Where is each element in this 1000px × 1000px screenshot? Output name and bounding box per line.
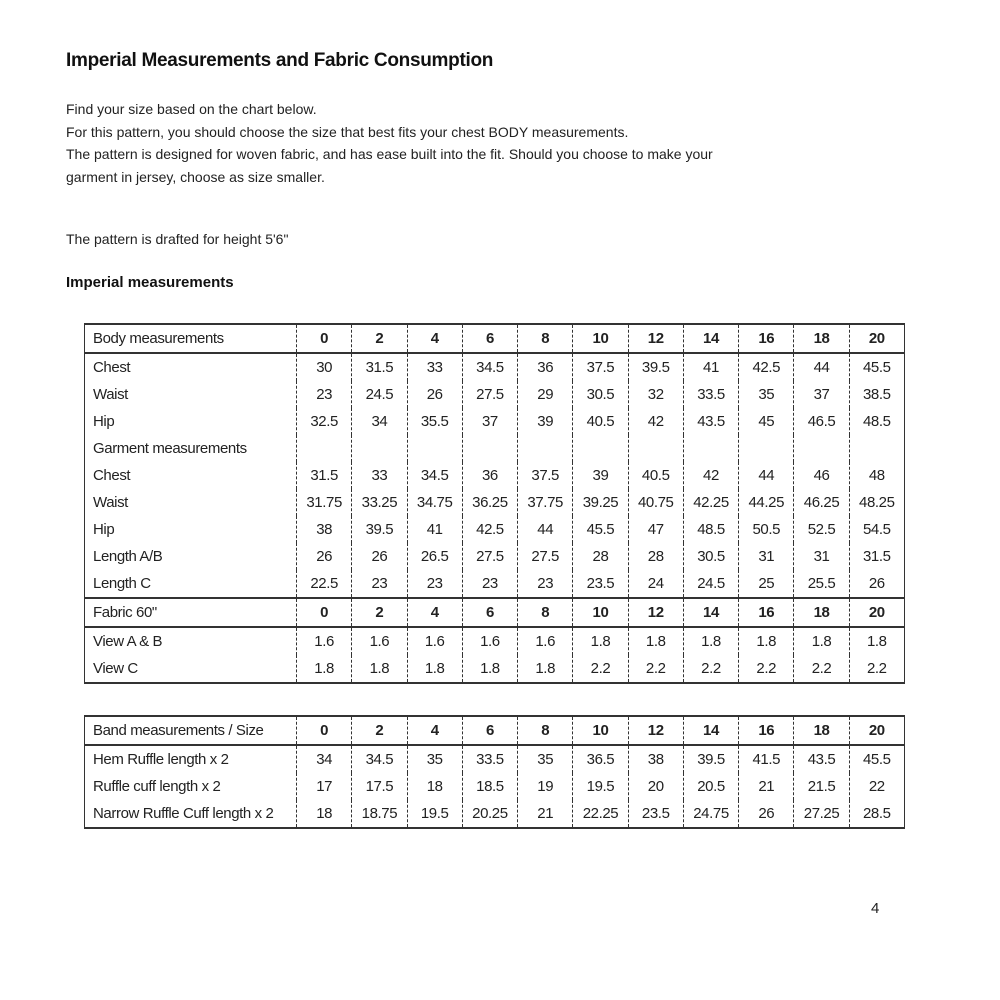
table-cell: 20	[628, 773, 683, 800]
table-row	[85, 543, 905, 570]
table-cell: 32	[628, 381, 683, 408]
table-cell: 27.25	[794, 800, 849, 828]
table-cell: 1.6	[297, 627, 352, 655]
table-row	[85, 408, 905, 435]
table-cell: 30.5	[683, 543, 738, 570]
table-cell: 31	[794, 543, 849, 570]
table-cell: 1.8	[739, 627, 794, 655]
table-cell: 31.5	[849, 543, 904, 570]
table-cell: 28	[628, 543, 683, 570]
table-cell: 8	[518, 324, 573, 353]
row-label: Length C	[85, 570, 297, 598]
table-cell: 34.5	[462, 353, 517, 381]
table-cell: 41	[407, 516, 462, 543]
table-cell: 22.5	[297, 570, 352, 598]
table-cell: 45.5	[573, 516, 628, 543]
table-cell: 33	[407, 353, 462, 381]
table-cell: 14	[683, 716, 738, 745]
table-cell: 36	[518, 353, 573, 381]
table-cell: 28.5	[849, 800, 904, 828]
table-cell: 31	[739, 543, 794, 570]
row-label: Garment measurements	[85, 435, 297, 462]
table-cell: 1.6	[407, 627, 462, 655]
table-cell: 19.5	[573, 773, 628, 800]
table-cell: 20.25	[462, 800, 517, 828]
table-row	[85, 655, 905, 683]
table-cell: 0	[297, 598, 352, 627]
table-cell: 42	[628, 408, 683, 435]
section-subtitle: Imperial measurements	[66, 274, 234, 291]
table-cell: 23	[407, 570, 462, 598]
table-cell: 4	[407, 598, 462, 627]
table-cell: 19	[518, 773, 573, 800]
table-cell	[739, 435, 794, 462]
table-cell: 37	[462, 408, 517, 435]
table-cell: 16	[739, 324, 794, 353]
table-cell: 47	[628, 516, 683, 543]
table-cell: 12	[628, 716, 683, 745]
intro-line: The pattern is designed for woven fabric, and has ease built into the fit. Should you choose to make your	[66, 146, 713, 162]
table-cell: 35.5	[407, 408, 462, 435]
table-cell: 27.5	[462, 381, 517, 408]
table-cell: 40.5	[573, 408, 628, 435]
row-label: Hip	[85, 408, 297, 435]
table-cell: 31.75	[297, 489, 352, 516]
table-cell: 14	[683, 598, 738, 627]
page-number: 4	[871, 900, 880, 917]
table-cell: 36	[462, 462, 517, 489]
table-cell: 44	[794, 353, 849, 381]
table-cell: 46.25	[794, 489, 849, 516]
table-cell: 2.2	[628, 655, 683, 683]
table-cell: 39	[573, 462, 628, 489]
table-cell	[849, 435, 904, 462]
table-cell: 39.5	[683, 745, 738, 773]
table-cell	[462, 435, 517, 462]
table-cell: 10	[573, 716, 628, 745]
table-cell: 20	[849, 716, 904, 745]
table-cell: 1.8	[518, 655, 573, 683]
table-cell: 25	[739, 570, 794, 598]
table-cell: 4	[407, 324, 462, 353]
table-cell: 17	[297, 773, 352, 800]
table-cell: 34	[352, 408, 407, 435]
table-cell: 1.8	[407, 655, 462, 683]
table-cell: 48.5	[683, 516, 738, 543]
table-cell: 39.25	[573, 489, 628, 516]
table-cell: 37.5	[518, 462, 573, 489]
table-cell: 37.75	[518, 489, 573, 516]
table-cell: 17.5	[352, 773, 407, 800]
row-label: Length A/B	[85, 543, 297, 570]
table-cell: 46.5	[794, 408, 849, 435]
table-cell: 37	[794, 381, 849, 408]
table-cell: 18	[407, 773, 462, 800]
table-cell: 48.5	[849, 408, 904, 435]
table-row	[85, 516, 905, 543]
measurements-table	[84, 323, 905, 684]
table-cell: 26	[297, 543, 352, 570]
table-cell: 2.2	[683, 655, 738, 683]
table-cell: 23	[518, 570, 573, 598]
table-cell: 42.5	[739, 353, 794, 381]
table-cell: 8	[518, 716, 573, 745]
table-cell: 18	[794, 716, 849, 745]
table-cell: 25.5	[794, 570, 849, 598]
table-cell: 10	[573, 324, 628, 353]
table-cell: 41.5	[739, 745, 794, 773]
table-cell	[352, 435, 407, 462]
table-cell	[407, 435, 462, 462]
table-cell: 34.5	[352, 745, 407, 773]
table-cell: 24	[628, 570, 683, 598]
table-cell: 6	[462, 716, 517, 745]
table-cell: 37.5	[573, 353, 628, 381]
table-cell: 1.8	[352, 655, 407, 683]
row-label: Chest	[85, 462, 297, 489]
table-cell: 34.5	[407, 462, 462, 489]
table-cell: 48.25	[849, 489, 904, 516]
table-cell: 35	[407, 745, 462, 773]
table-cell: 1.8	[683, 627, 738, 655]
table-cell: 23	[352, 570, 407, 598]
table-cell: 26	[849, 570, 904, 598]
table-cell: 45.5	[849, 745, 904, 773]
table-cell: 35	[739, 381, 794, 408]
table-cell: 1.8	[794, 627, 849, 655]
table-cell: 42	[683, 462, 738, 489]
table-cell: 32.5	[297, 408, 352, 435]
table-cell	[573, 435, 628, 462]
table-cell: 20.5	[683, 773, 738, 800]
table-cell: 23	[462, 570, 517, 598]
table-cell: 1.8	[297, 655, 352, 683]
table-cell: 2.2	[573, 655, 628, 683]
row-label: Waist	[85, 381, 297, 408]
table-row	[85, 627, 905, 655]
table-cell: 44	[739, 462, 794, 489]
table-cell: 45	[739, 408, 794, 435]
table-cell: 29	[518, 381, 573, 408]
intro-text	[66, 98, 826, 188]
table-cell: 41	[683, 353, 738, 381]
table-cell	[518, 435, 573, 462]
table-cell: 2	[352, 598, 407, 627]
table-cell: 45.5	[849, 353, 904, 381]
table-cell: 2	[352, 716, 407, 745]
table-cell: 19.5	[407, 800, 462, 828]
table-cell: 52.5	[794, 516, 849, 543]
table-cell: 0	[297, 716, 352, 745]
table-row	[85, 462, 905, 489]
table-cell: 33.25	[352, 489, 407, 516]
table-cell: 26.5	[407, 543, 462, 570]
table-cell: 23.5	[628, 800, 683, 828]
table-cell: 28	[573, 543, 628, 570]
table-row	[85, 353, 905, 381]
table-cell: 43.5	[794, 745, 849, 773]
table-cell: 48	[849, 462, 904, 489]
table-cell: 46	[794, 462, 849, 489]
row-label: Ruffle cuff length x 2	[85, 773, 297, 800]
table-cell: 2.2	[794, 655, 849, 683]
table-cell: 16	[739, 716, 794, 745]
table-cell: 50.5	[739, 516, 794, 543]
table-cell: 38	[628, 745, 683, 773]
row-label: Chest	[85, 353, 297, 381]
table-cell: 23	[297, 381, 352, 408]
table-row	[85, 381, 905, 408]
table-cell: 43.5	[683, 408, 738, 435]
row-label: Band measurements / Size	[85, 716, 297, 745]
table-cell: 8	[518, 598, 573, 627]
table-cell: 1.8	[573, 627, 628, 655]
table-cell: 22.25	[573, 800, 628, 828]
table-cell: 33.5	[462, 745, 517, 773]
table-cell	[628, 435, 683, 462]
page-title: Imperial Measurements and Fabric Consumption	[66, 50, 494, 71]
table-cell: 18.5	[462, 773, 517, 800]
table-cell: 21	[518, 800, 573, 828]
table-cell: 54.5	[849, 516, 904, 543]
table-cell: 26	[739, 800, 794, 828]
table-cell: 44	[518, 516, 573, 543]
height-note: The pattern is drafted for height 5'6"	[66, 231, 289, 247]
table-row	[85, 716, 905, 745]
table-cell: 1.6	[462, 627, 517, 655]
intro-line: Find your size based on the chart below.	[66, 101, 317, 117]
row-label: Body measurements	[85, 324, 297, 353]
table-cell: 40.5	[628, 462, 683, 489]
table-cell: 31.5	[297, 462, 352, 489]
table-cell: 30	[297, 353, 352, 381]
table-row	[85, 598, 905, 627]
table-row	[85, 435, 905, 462]
table-cell: 33.5	[683, 381, 738, 408]
table-cell: 36.5	[573, 745, 628, 773]
table-cell: 21.5	[794, 773, 849, 800]
table-cell: 21	[739, 773, 794, 800]
row-label: Narrow Ruffle Cuff length x 2	[85, 800, 297, 828]
table-cell: 34	[297, 745, 352, 773]
table-cell: 10	[573, 598, 628, 627]
table-cell: 38	[297, 516, 352, 543]
table-cell: 31.5	[352, 353, 407, 381]
table-cell: 36.25	[462, 489, 517, 516]
table-cell: 24.5	[683, 570, 738, 598]
table-cell: 20	[849, 598, 904, 627]
table-cell: 0	[297, 324, 352, 353]
table-cell: 26	[352, 543, 407, 570]
table-cell: 44.25	[739, 489, 794, 516]
table-cell: 42.5	[462, 516, 517, 543]
table-cell	[683, 435, 738, 462]
table-cell: 24.75	[683, 800, 738, 828]
table-cell: 1.6	[352, 627, 407, 655]
table-cell: 18	[794, 598, 849, 627]
table-cell: 42.25	[683, 489, 738, 516]
table-cell	[297, 435, 352, 462]
table-row	[85, 324, 905, 353]
table-cell: 2	[352, 324, 407, 353]
table-row	[85, 800, 905, 828]
table-cell: 14	[683, 324, 738, 353]
table-row	[85, 773, 905, 800]
table-cell: 20	[849, 324, 904, 353]
table-cell: 12	[628, 598, 683, 627]
intro-line: garment in jersey, choose as size smaller.	[66, 168, 325, 185]
intro-line: For this pattern, you should choose the size that best fits your chest BODY measurements.	[66, 123, 629, 140]
row-label: Hip	[85, 516, 297, 543]
table-cell: 39	[518, 408, 573, 435]
table-cell: 1.6	[518, 627, 573, 655]
table-cell: 2.2	[849, 655, 904, 683]
table-cell: 2.2	[739, 655, 794, 683]
table-cell: 24.5	[352, 381, 407, 408]
table-cell: 16	[739, 598, 794, 627]
table-row	[85, 570, 905, 598]
row-label: Fabric 60"	[85, 598, 297, 627]
table-row	[85, 489, 905, 516]
table-cell: 1.8	[462, 655, 517, 683]
table-cell: 18	[297, 800, 352, 828]
row-label: Waist	[85, 489, 297, 516]
table-cell: 18.75	[352, 800, 407, 828]
table-cell: 33	[352, 462, 407, 489]
table-cell: 27.5	[518, 543, 573, 570]
table-cell: 6	[462, 324, 517, 353]
row-label: View C	[85, 655, 297, 683]
table-cell: 27.5	[462, 543, 517, 570]
table-cell: 1.8	[849, 627, 904, 655]
table-cell: 38.5	[849, 381, 904, 408]
table-cell: 39.5	[352, 516, 407, 543]
row-label: Hem Ruffle length x 2	[85, 745, 297, 773]
table-cell: 12	[628, 324, 683, 353]
table-cell: 23.5	[573, 570, 628, 598]
table-cell: 35	[518, 745, 573, 773]
table-cell: 6	[462, 598, 517, 627]
table-cell: 34.75	[407, 489, 462, 516]
table-cell: 26	[407, 381, 462, 408]
table-row	[85, 745, 905, 773]
table-cell: 40.75	[628, 489, 683, 516]
table-cell: 39.5	[628, 353, 683, 381]
row-label: View A & B	[85, 627, 297, 655]
table-cell	[794, 435, 849, 462]
table-cell: 22	[849, 773, 904, 800]
table-cell: 1.8	[628, 627, 683, 655]
table-cell: 4	[407, 716, 462, 745]
table-cell: 30.5	[573, 381, 628, 408]
table-cell: 18	[794, 324, 849, 353]
band-measurements-table	[84, 715, 905, 829]
